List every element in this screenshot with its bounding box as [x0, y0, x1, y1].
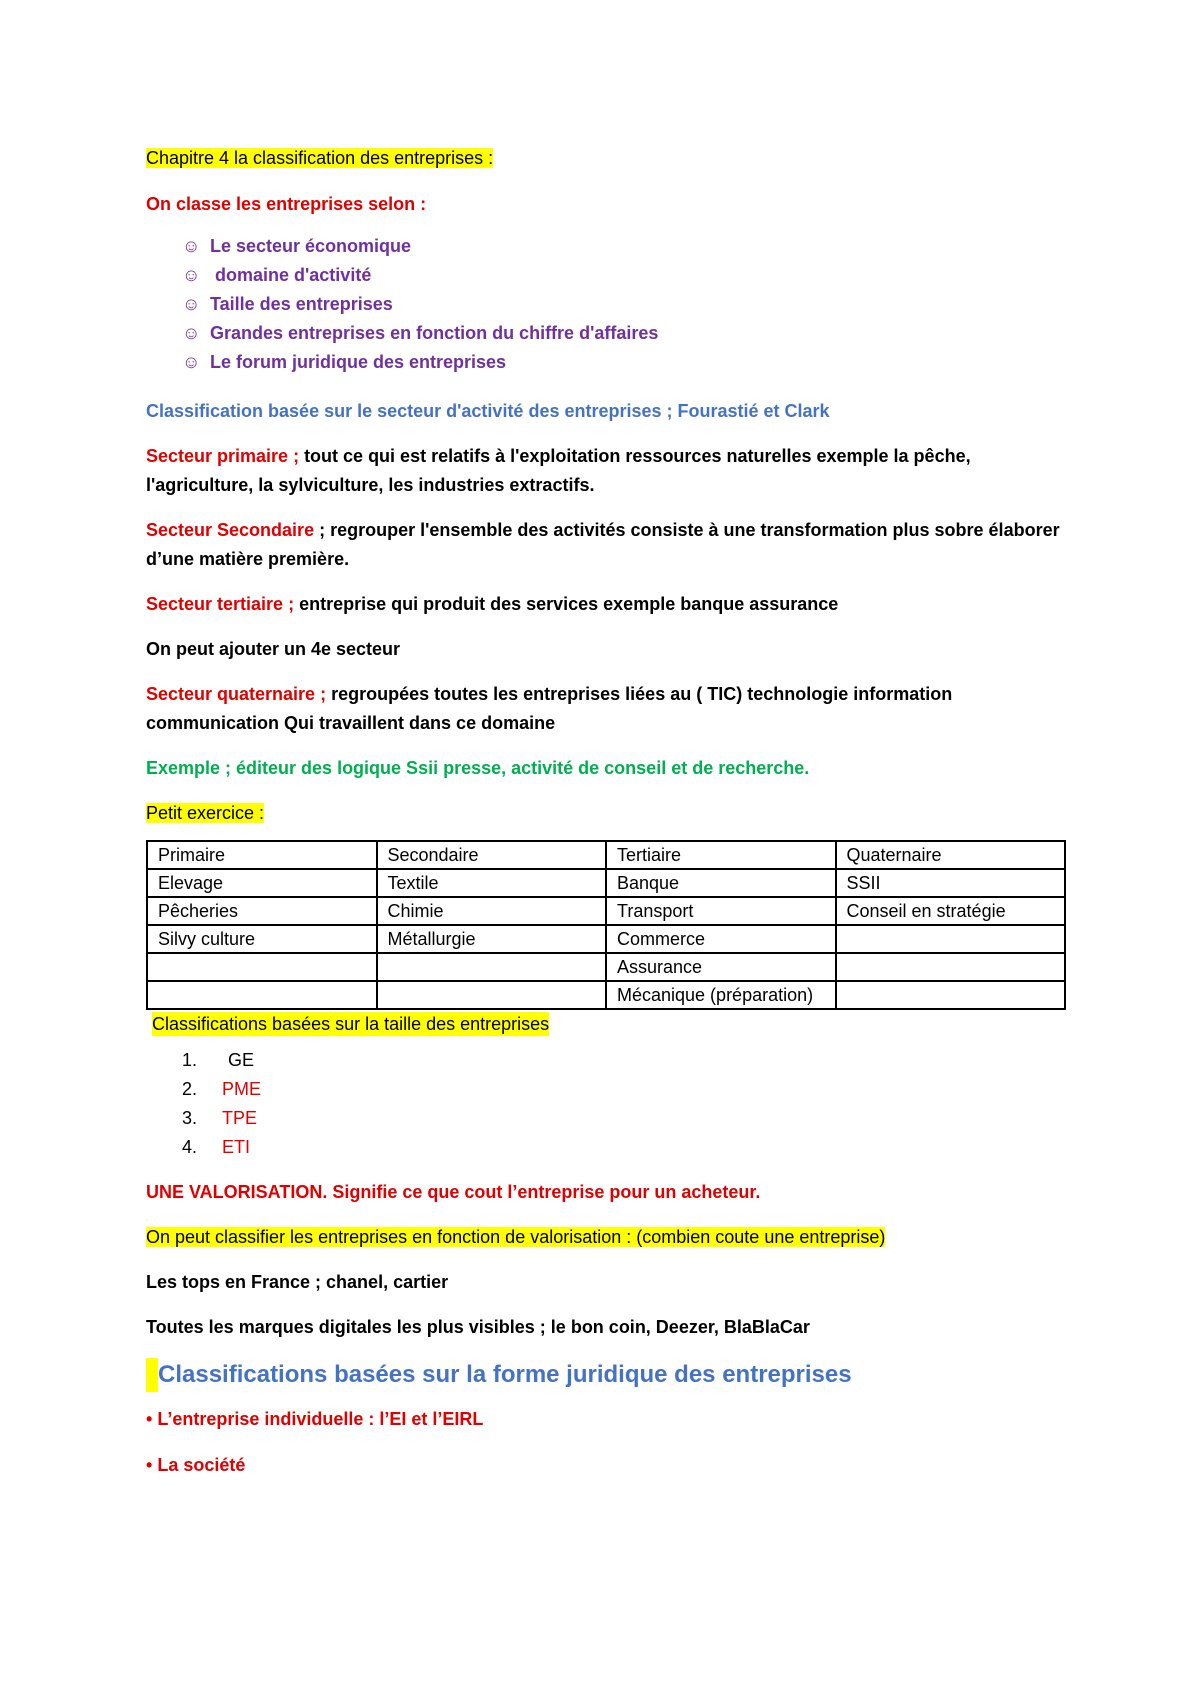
list-item: ☺ Le forum juridique des entreprises	[182, 348, 1066, 377]
list-item: PME	[222, 1079, 262, 1099]
list-item: ☺ domaine d'activité	[182, 261, 1066, 290]
table-cell	[377, 981, 607, 1009]
chapter-title: Chapitre 4 la classification des entreprises :	[146, 148, 494, 168]
table-cell: Pêcheries	[147, 897, 377, 925]
sector-example: Exemple ; éditeur des logique Ssii presse, activité de conseil et de recherche.	[146, 758, 810, 778]
legal-item: • La société	[146, 1455, 246, 1475]
table-row	[147, 981, 1065, 1009]
table-cell	[836, 925, 1066, 953]
intro-line: On classe les entreprises selon :	[146, 194, 427, 214]
sector-secondaire: Secteur Secondaire ; regrouper l'ensemble des activités consiste à une transformation plus sobre élaborer d’une matière première.	[146, 520, 1060, 569]
table-row	[147, 953, 1065, 981]
table-header-row	[147, 841, 1065, 869]
table-cell: Elevage	[147, 869, 377, 897]
digital-brands: Toutes les marques digitales les plus visibles ; le bon coin, Deezer, BlaBlaCar	[146, 1317, 810, 1337]
valorisation-definition: UNE VALORISATION. Signifie ce que cout l’entreprise pour un acheteur.	[146, 1182, 761, 1202]
criteria-list	[146, 232, 1066, 377]
bullet-icon: •	[146, 1409, 153, 1429]
table-cell: SSII	[836, 869, 1066, 897]
legal-classification-heading: Classifications basées sur la forme juridique des entreprises	[146, 1358, 1066, 1392]
table-cell: Métallurgie	[377, 925, 607, 953]
table-cell	[147, 953, 377, 981]
list-item: ☺ Taille des entreprises	[182, 290, 1066, 319]
list-item: GE	[228, 1050, 255, 1070]
table-cell: Silvy culture	[147, 925, 377, 953]
bullet-icon: •	[146, 1455, 153, 1475]
smiley-icon: ☺	[182, 236, 201, 256]
table-cell: Chimie	[377, 897, 607, 925]
table-cell	[836, 981, 1066, 1009]
table-cell: Commerce	[606, 925, 836, 953]
table-header-cell: Quaternaire	[836, 841, 1066, 869]
sector-primaire: Secteur primaire ; tout ce qui est relatifs à l'exploitation ressources naturelles exemple la pêche, l'agriculture, la sylviculture, les industries extractifs.	[146, 446, 971, 495]
sector-tertiaire: Secteur tertiaire ; entreprise qui produit des services exemple banque assurance	[146, 594, 839, 614]
table-row	[147, 925, 1065, 953]
sector-quaternaire: Secteur quaternaire ; regroupées toutes les entreprises liées au ( TIC) technologie information communication Qui travaillent dans ce domaine	[146, 684, 953, 733]
exercise-title: Petit exercice :	[146, 803, 265, 823]
tops-france: Les tops en France ; chanel, cartier	[146, 1272, 449, 1292]
table-cell	[836, 953, 1066, 981]
table-row	[147, 869, 1065, 897]
valorisation-highlight: On peut classifier les entreprises en fonction de valorisation : (combien coute une entreprise)	[146, 1227, 886, 1247]
table-cell: Textile	[377, 869, 607, 897]
table-header-cell: Secondaire	[377, 841, 607, 869]
table-row	[147, 897, 1065, 925]
table-cell: Assurance	[606, 953, 836, 981]
smiley-icon: ☺	[182, 352, 201, 372]
document-page	[146, 146, 1066, 1498]
table-cell: Mécanique (préparation)	[606, 981, 836, 1009]
table-cell: Conseil en stratégie	[836, 897, 1066, 925]
list-item: TPE	[222, 1108, 258, 1128]
table-cell: Transport	[606, 897, 836, 925]
list-item: ☺ Le secteur économique	[182, 232, 1066, 261]
table-cell	[377, 953, 607, 981]
highlight-bar	[146, 1358, 158, 1392]
table-header-cell: Tertiaire	[606, 841, 836, 869]
list-item: ETI	[222, 1137, 251, 1157]
smiley-icon: ☺	[182, 294, 201, 314]
list-item: ☺ Grandes entreprises en fonction du chiffre d'affaires	[182, 319, 1066, 348]
table-cell: Banque	[606, 869, 836, 897]
sector-classification-heading: Classification basée sur le secteur d'activité des entreprises ; Fourastié et Clark	[146, 401, 830, 421]
fourth-sector-note: On peut ajouter un 4e secteur	[146, 639, 401, 659]
legal-item: • L’entreprise individuelle : l’EI et l’EIRL	[146, 1409, 484, 1429]
table-header-cell: Primaire	[147, 841, 377, 869]
exercise-table	[146, 840, 1066, 1010]
smiley-icon: ☺	[182, 265, 201, 285]
table-cell	[147, 981, 377, 1009]
size-classification-heading: Classifications basées sur la taille des entreprises	[152, 1014, 550, 1034]
smiley-icon: ☺	[182, 323, 201, 343]
size-list	[146, 1046, 1066, 1162]
